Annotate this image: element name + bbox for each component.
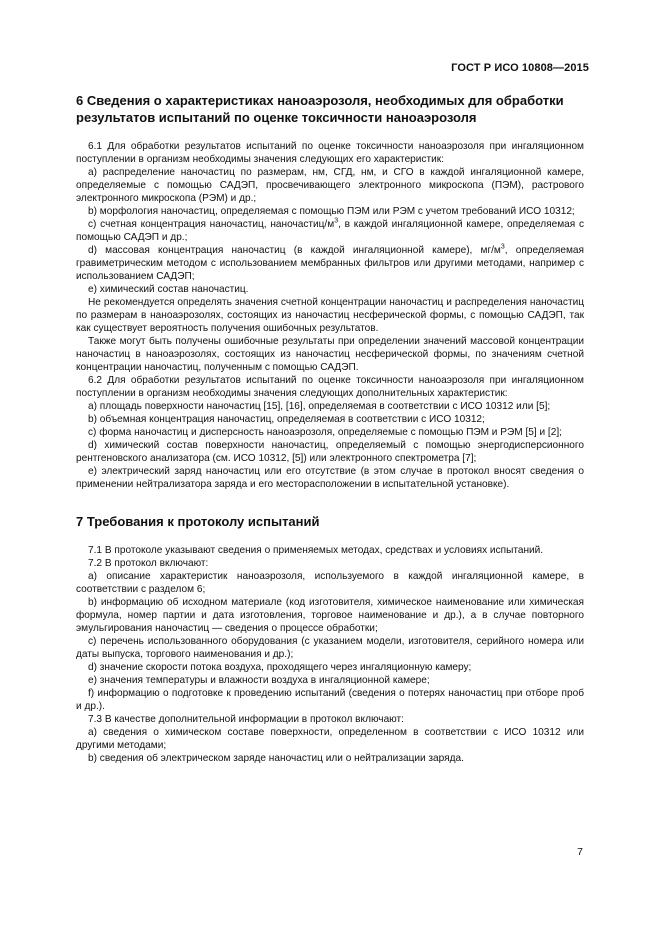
section-7-title: 7 Требования к протоколу испытаний bbox=[76, 514, 320, 529]
paragraph: а) описание характеристик наноаэрозоля, используемого в каждой ингаляционной камере, в соответствии с разделом 6; bbox=[76, 571, 584, 595]
paragraph: Не рекомендуется определять значения счетной концентрации наночастиц и распределения наночастиц по размерам в наноаэрозолях, состоящих из наночастиц несферической формы, с помощью САДЭП, так как существует вероятность получения ошибочных результатов. bbox=[76, 297, 584, 334]
paragraph: b) морфология наночастиц, определяемая с помощью ПЭМ или РЭМ с учетом требований ИСО 10312; bbox=[88, 206, 575, 217]
paragraph: 6.2 Для обработки результатов испытаний по оценке токсичности наноаэрозоля при ингаляционном поступлении в организм необходимы значения следующих дополнительных характеристик: bbox=[76, 375, 584, 399]
superscript: 3 bbox=[334, 217, 339, 225]
paragraph: с) перечень использованного оборудования (с указанием модели, изготовителя, серийного номера или даты выпуска, торгового наименования и др.); bbox=[76, 636, 584, 660]
paragraph: d) значение скорости потока воздуха, проходящего через ингаляционную камеру; bbox=[88, 662, 472, 673]
paragraph: а) распределение наночастиц по размерам, нм, СГД, нм, и СГО в каждой ингаляционной камере, определяемые с помощью САДЭП, просвечивающего электронного микроскопа (ПЭМ), растрового электронного микроскопа (РЭМ) и др.; bbox=[76, 167, 584, 204]
text-run: , определяемая гравиметрическим методом с использованием мембранных фильтров или другими методами, например с использованием САДЭП; bbox=[76, 245, 585, 282]
text-run: с) счетная концентрация наночастиц, наночастиц/м bbox=[88, 219, 335, 230]
paragraph: е) значения температуры и влажности воздуха в ингаляционной камере; bbox=[88, 675, 430, 686]
page-content bbox=[76, 92, 584, 765]
paragraph: а) площадь поверхности наночастиц [15], [16], определяемая в соответствии с ИСО 10312 или [5]; bbox=[88, 401, 551, 412]
paragraph: b) информацию об исходном материале (код изготовителя, химическое наименование или химическая формула, номер партии и дата изготовления, торговое наименование и др.), а в случае повторного эмульгирования наночастиц — сведения о процессе обработки; bbox=[76, 597, 584, 634]
paragraph: 6.1 Для обработки результатов испытаний по оценке токсичности наноаэрозоля при ингаляционном поступлении в организм необходимы значения следующих его характеристик: bbox=[76, 141, 584, 165]
paragraph: b) объемная концентрация наночастиц, определяемая в соответствии с ИСО 10312; bbox=[88, 414, 485, 425]
superscript: 3 bbox=[500, 243, 505, 251]
paragraph: 7.2 В протокол включают: bbox=[88, 558, 209, 569]
paragraph: 7.3 В качестве дополнительной информации в протокол включают: bbox=[88, 714, 404, 725]
document-code: ГОСТ Р ИСО 10808—2015 bbox=[451, 62, 589, 74]
paragraph: b) сведения об электрическом заряде наночастиц или о нейтрализации заряда. bbox=[88, 753, 464, 764]
paragraph bbox=[76, 218, 584, 244]
paragraph: е) электрический заряд наночастиц или его отсутствие (в этом случае в протокол вносят сведения о применении нейтрализатора заряда и его месторасположении в испытательной установке). bbox=[76, 466, 584, 490]
paragraph: f) информацию о подготовке к проведению испытаний (сведения о потерях наночастиц при отборе проб и др.). bbox=[76, 688, 584, 712]
text-run: , в каждой ингаляционной камере, определяемая с помощью САДЭП и др.; bbox=[76, 219, 585, 243]
paragraph: Также могут быть получены ошибочные результаты при определении значений массовой концентрации наночастиц в наноаэрозолях, состоящих из наночастиц несферической формы, по значениям счетной концентрации наночастиц, полученным с помощью САДЭП. bbox=[76, 336, 584, 373]
section-6-title: 6 Сведения о характеристиках наноаэрозоля, необходимых для обработки результатов испытаний по оценке токсичности наноаэрозоля bbox=[76, 93, 564, 125]
paragraph: с) форма наночастиц и дисперсность наноаэрозоля, определяемые с помощью ПЭМ и РЭМ [5] и [2]; bbox=[88, 427, 562, 438]
paragraph: d) химический состав поверхности наночастиц, определяемый с помощью энергодисперсионного рентгеновского анализатора (см. ИСО 10312, [5]) или электронного спектрометра [7]; bbox=[76, 440, 584, 464]
paragraph: 7.1 В протоколе указывают сведения о применяемых методах, средствах и условиях испытаний. bbox=[88, 545, 544, 556]
text-run: d) массовая концентрация наночастиц (в каждой ингаляционной камере), мг/м bbox=[88, 245, 501, 256]
paragraph: а) сведения о химическом составе поверхности, определенном в соответствии с ИСО 10312 или другими методами; bbox=[76, 727, 584, 751]
paragraph bbox=[76, 244, 584, 283]
paragraph: е) химический состав наночастиц. bbox=[88, 284, 249, 295]
page-number: 7 bbox=[577, 846, 583, 858]
